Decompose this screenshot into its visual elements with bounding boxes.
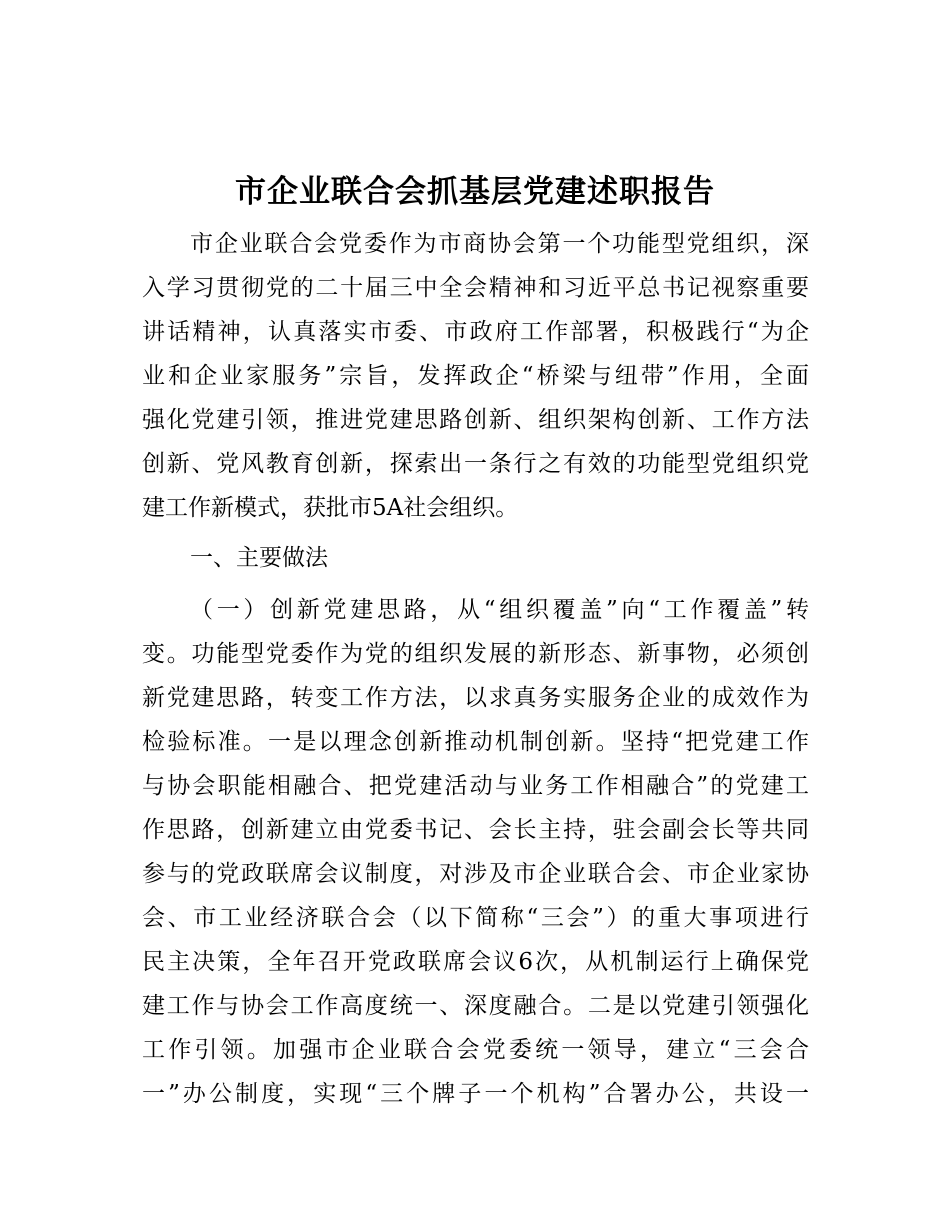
body-line: （一）创新党建思路，从“组织覆盖”向“工作覆盖”转 [190, 597, 809, 623]
body-line: 工作引领。加强市企业联合会党委统一领导，建立“三会合 [142, 1037, 809, 1063]
intro-line: 强化党建引领，推进党建思路创新、组织架构创新、工作方法 [142, 407, 809, 433]
intro-line: 创新、党风教育创新，探索出一条行之有效的功能型党组织党 [142, 451, 809, 477]
body-line: 作思路，创新建立由党委书记、会长主持，驻会副会长等共同 [142, 817, 809, 843]
body-line: 新党建思路，转变工作方法，以求真务实服务企业的成效作为 [142, 685, 809, 711]
intro-line: 市企业联合会党委作为市商协会第一个功能型党组织，深 [190, 231, 809, 257]
intro-line: 业和企业家服务”宗旨，发挥政企“桥梁与纽带”作用，全面 [142, 363, 809, 389]
intro-line: 入学习贯彻党的二十届三中全会精神和习近平总书记视察重要 [142, 275, 809, 301]
body-line: 建工作与协会工作高度统一、深度融合。二是以党建引领强化 [142, 993, 809, 1019]
document-title: 市企业联合会抓基层党建述职报告 [235, 174, 715, 210]
intro-line: 建工作新模式，获批市5A社会组织。 [142, 495, 519, 521]
body-line: 会、市工业经济联合会（以下简称“三会”）的重大事项进行 [142, 905, 809, 931]
section-heading: 一、主要做法 [190, 545, 328, 571]
intro-line: 讲话精神，认真落实市委、市政府工作部署，积极践行“为企 [142, 319, 809, 345]
body-line: 民主决策，全年召开党政联席会议6次，从机制运行上确保党 [142, 949, 809, 975]
body-line: 一”办公制度，实现“三个牌子一个机构”合署办公，共设一 [142, 1081, 809, 1107]
body-line: 检验标准。一是以理念创新推动机制创新。坚持“把党建工作 [142, 729, 809, 755]
body-line: 参与的党政联席会议制度，对涉及市企业联合会、市企业家协 [142, 861, 809, 887]
body-line: 变。功能型党委作为党的组织发展的新形态、新事物，必须创 [142, 641, 809, 667]
body-line: 与协会职能相融合、把党建活动与业务工作相融合”的党建工 [142, 773, 809, 799]
